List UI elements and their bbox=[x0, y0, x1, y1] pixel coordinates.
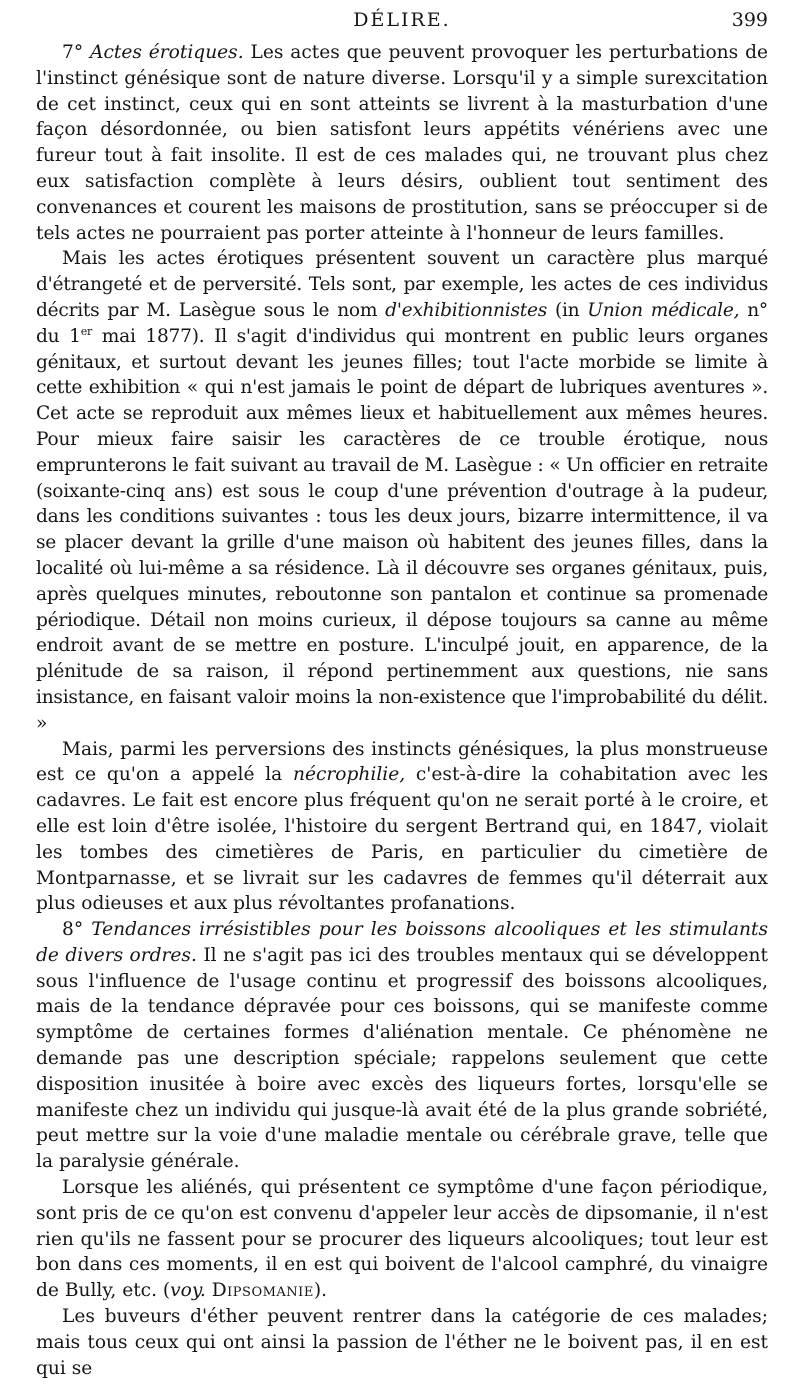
italic-term-necrophilie: nécrophilie, bbox=[293, 764, 406, 786]
paragraph-text: c'est-à-dire la cohabitation avec les cadavres. Le fait est encore plus fréquent qu'on ne serait porté à le croire, et elle est loin d'être isolée, l'histoire du sergent Bertrand qui, en 1847, violait les tombes des cimetières de Paris, en particulier du cimetière de Montparnasse, et se livrait sur les cadavres de femmes qu'il déterrait aux plus odieuses et aux plus révoltantes profanations. bbox=[36, 764, 768, 915]
ordinal-superscript: er bbox=[80, 324, 92, 338]
journal-title-union-medicale: Union médicale, bbox=[587, 299, 740, 321]
paragraph-text: n° du 1 bbox=[36, 299, 768, 347]
section-number-8: 8° bbox=[62, 919, 84, 941]
section-heading-erotic-acts: Actes érotiques. bbox=[90, 42, 244, 63]
paragraph-necrophilia bbox=[36, 737, 768, 918]
paragraph-text: Mais les actes érotiques présentent souvent un caractère plus marqué d'étrangeté et de perversité. Tels sont, par exemple, les actes de ces individus décrits par M. Lasègue sous le nom bbox=[36, 248, 768, 321]
paragraph-text: Les actes que peuvent provoquer les perturbations de l'instinct génésique sont de nature diverse. Lorsqu'il y a simple surexcitation de cet instinct, ceux qui en sont atteints se livrent à la masturbation d'une façon désordonnée, ou bien satisfont leurs appétits vénériens avec une fureur tout à fait insolite. Il est de ces malades qui, ne trouvant plus chez eux satisfaction complète à leurs désirs, oublient tout sentiment des convenances et courent les maisons de prostitution, sans se préoccuper si de tels actes ne pourraient pas porter atteinte à l'honneur de leurs familles. bbox=[36, 42, 768, 244]
cross-reference-dipsomanie: Dipsomanie bbox=[211, 1280, 314, 1302]
paragraph-exhibitionism bbox=[36, 246, 768, 736]
paragraph-erotic-acts bbox=[36, 40, 768, 246]
paragraph-alcohol-tendencies bbox=[36, 917, 768, 1175]
running-head bbox=[36, 0, 768, 40]
paragraph-text: mai 1877). Il s'agit d'individus qui montrent en public leurs organes génitaux, et surtout devant les jeunes filles; tout l'acte morbide se limite à cette exhibition « qui n'est jamais le point de départ de lubriques aventures ». Cet acte se reproduit aux mêmes lieux et habituellement aux mêmes heures. Pour mieux faire saisir les caractères de ce trouble érotique, nous emprunterons le fait suivant au travail de M. Lasègue : « Un officier en retraite (soixante-cinq ans) est sous le coup d'une prévention d'outrage à la pudeur, dans les conditions suivantes : tous les deux jours, bizarre intermittence, il va se placer devant la grille d'une maison où habitent des jeunes filles, dans la localité où lui-même a sa résidence. Là il découvre ses organes génitaux, puis, après quelques minutes, reboutonne son pantalon et continue sa promenade périodique. Détail non moins curieux, il dépose toujours sa canne au même endroit avant de se mettre en posture. L'inculpé jouit, en apparence, de la plénitude de sa raison, il répond pertinemment aux questions, nie sans insistance, en faisant valoir moins la non-existence que l'improbabilité du délit. » bbox=[36, 325, 768, 734]
running-title: DÉLIRE. bbox=[353, 9, 451, 31]
paragraph-ether-drinkers bbox=[36, 1304, 768, 1381]
italic-term-exhibitionnistes: d'exhibitionnistes bbox=[385, 299, 548, 321]
paragraph-text: Lorsque les aliénés, qui présentent ce symptôme d'une façon périodique, sont pris de ce qu'on est convenu d'appeler leur accès de dipsomanie, il n'est rien qu'ils ne fassent pour se procurer des liqueurs alcooliques; tout leur est bon dans ces moments, il en est qui boivent de l'alcool camphré, du vinaigre de Bully, etc. ( bbox=[36, 1177, 768, 1302]
section-number-7: 7° bbox=[62, 42, 84, 63]
paragraph-text: Les buveurs d'éther peuvent rentrer dans la catégorie de ces malades; mais tous ceux qui ont ainsi la passion de l'éther ne le boivent pas, il en est qui se bbox=[36, 1306, 768, 1379]
paragraph-text: ). bbox=[313, 1280, 327, 1302]
body-text bbox=[36, 40, 768, 1381]
paragraph-text: Il ne s'agit pas ici des troubles mentaux qui se développent sous l'influence de l'usage continu et progressif des boissons alcooliques, mais de la tendance dépravée pour ces boissons, qui se manifeste comme symptôme de certaines formes d'aliénation mentale. Ce phénomène ne demande pas une description spéciale; rappelons seulement que cette disposition inusitée à boire avec excès des liqueurs fortes, lorsqu'elle se manifeste chez un individu qui jusque-là avait été de la plus grande sobriété, peut mettre sur la voie d'une maladie mentale ou cérébrale grave, telle que la paralysie générale. bbox=[36, 944, 768, 1173]
paragraph-text: (in bbox=[554, 299, 580, 321]
paragraph-text: Mais, parmi les perversions des instincts génésiques, la plus monstrueuse est ce qu'on a appelé la bbox=[36, 738, 768, 786]
paragraph-dipsomania bbox=[36, 1175, 768, 1304]
page-number: 399 bbox=[731, 9, 768, 31]
book-page bbox=[36, 0, 768, 1384]
section-heading-alcohol: Tendances irrésistibles pour les boissons alcooliques et les stimulants de divers ordres. bbox=[36, 919, 768, 966]
italic-voy: voy. bbox=[170, 1280, 206, 1302]
